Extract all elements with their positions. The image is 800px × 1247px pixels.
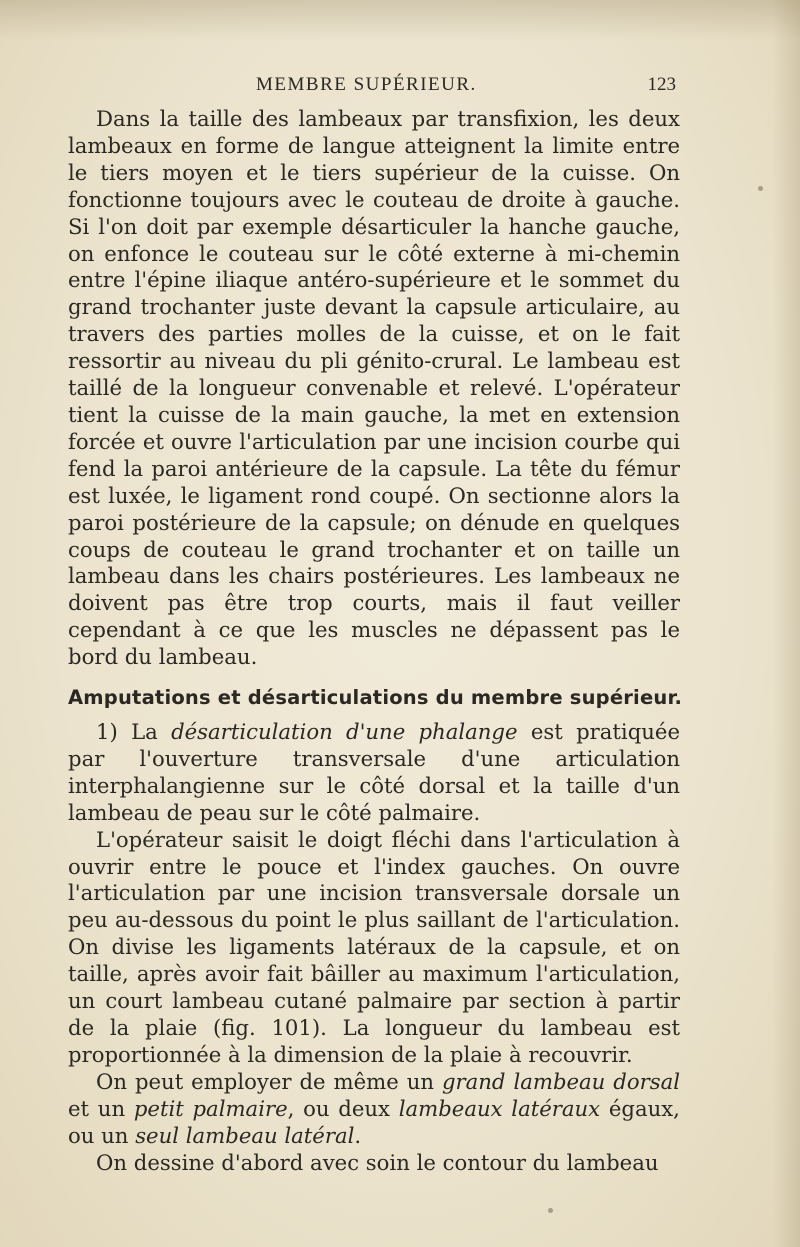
paragraph-transfixion: Dans la taille des lambeaux par transfixion, les deux lambeaux en forme de langue atteignent la limite entre le tiers moyen et le tiers supérieur de la cuisse. On fonctionne toujours avec le couteau de droite à gauche. Si l'on doit par exemple désarticuler la hanche gauche, on enfonce le couteau sur le côté externe à mi-chemin entre l'épine iliaque antéro-supérieure et le sommet du grand trochanter juste devant la capsule articulaire, au travers des parties molles de la cuisse, et on le fait ressortir au niveau du pli génito-crural. Le lambeau est taillé de la longueur convenable et relevé. L'opérateur tient la cuisse de la main gauche, la met en extension forcée et ouvre l'articulation par une incision courbe qui fend la paroi antérieure de la capsule. La tête du fémur est luxée, le ligament rond coupé. On sectionne alors la paroi postérieure de la capsule; on dénude en quelques coups de couteau le grand trochanter et on taille un lambeau dans les chairs postérieures. Les lambeaux ne doivent pas être trop courts, mais il faut veiller cependant à ce que les muscles ne dépassent pas le bord du lambeau.: [68, 106, 680, 670]
italic-term: petit palmaire: [133, 1095, 288, 1121]
section-heading: Amputations et désarticulations du membre supérieur.: [68, 686, 683, 710]
text-run: , ou deux: [287, 1095, 390, 1121]
paper-spot: [548, 1208, 553, 1213]
italic-term: seul lambeau latéral: [135, 1122, 355, 1148]
text-run: La: [131, 719, 158, 745]
italic-term: désarticulation d'une phalange: [171, 719, 518, 745]
item-number: 1): [96, 719, 118, 745]
page-number: 123: [647, 74, 676, 95]
text-run: égaux, ou un: [68, 1095, 680, 1148]
text-run: On peut employer de même un: [96, 1068, 435, 1094]
text-block: [68, 70, 683, 1176]
paragraph-phalange: [68, 719, 680, 827]
running-title: MEMBRE SUPÉRIEUR.: [256, 74, 477, 95]
italic-term: grand lambeau dorsal: [441, 1068, 680, 1094]
text-run: et un: [68, 1095, 126, 1121]
text-run: .: [354, 1122, 362, 1148]
italic-term: lambeaux latéraux: [398, 1095, 601, 1121]
page-edge-shadow: [772, 0, 800, 1247]
page-top-shadow: [0, 0, 800, 40]
paragraph-lambeaux: [68, 1069, 680, 1150]
paragraph-operateur: L'opérateur saisit le doigt fléchi dans l'articulation à ouvrir entre le pouce et l'index gauches. On ouvre l'articulation par une incision transversale dorsale un peu au-dessous du point le plus saillant de l'articulation. On divise les ligaments latéraux de la capsule, et on taille, après avoir fait bâiller au maximum l'articulation, un court lambeau cutané palmaire par section à partir de la plaie (fig. 101). La longueur du lambeau est proportionnée à la dimension de la plaie à recouvrir.: [68, 826, 680, 1067]
running-head: [68, 70, 680, 106]
paragraph-contour: On dessine d'abord avec soin le contour du lambeau: [96, 1149, 659, 1175]
text-run: est pratiquée par l'ouverture transversale d'une articulation interphalangienne sur le côté dorsal et la taille d'un lambeau de peau sur le côté palmaire.: [68, 719, 680, 825]
paper-spot: [758, 186, 763, 191]
